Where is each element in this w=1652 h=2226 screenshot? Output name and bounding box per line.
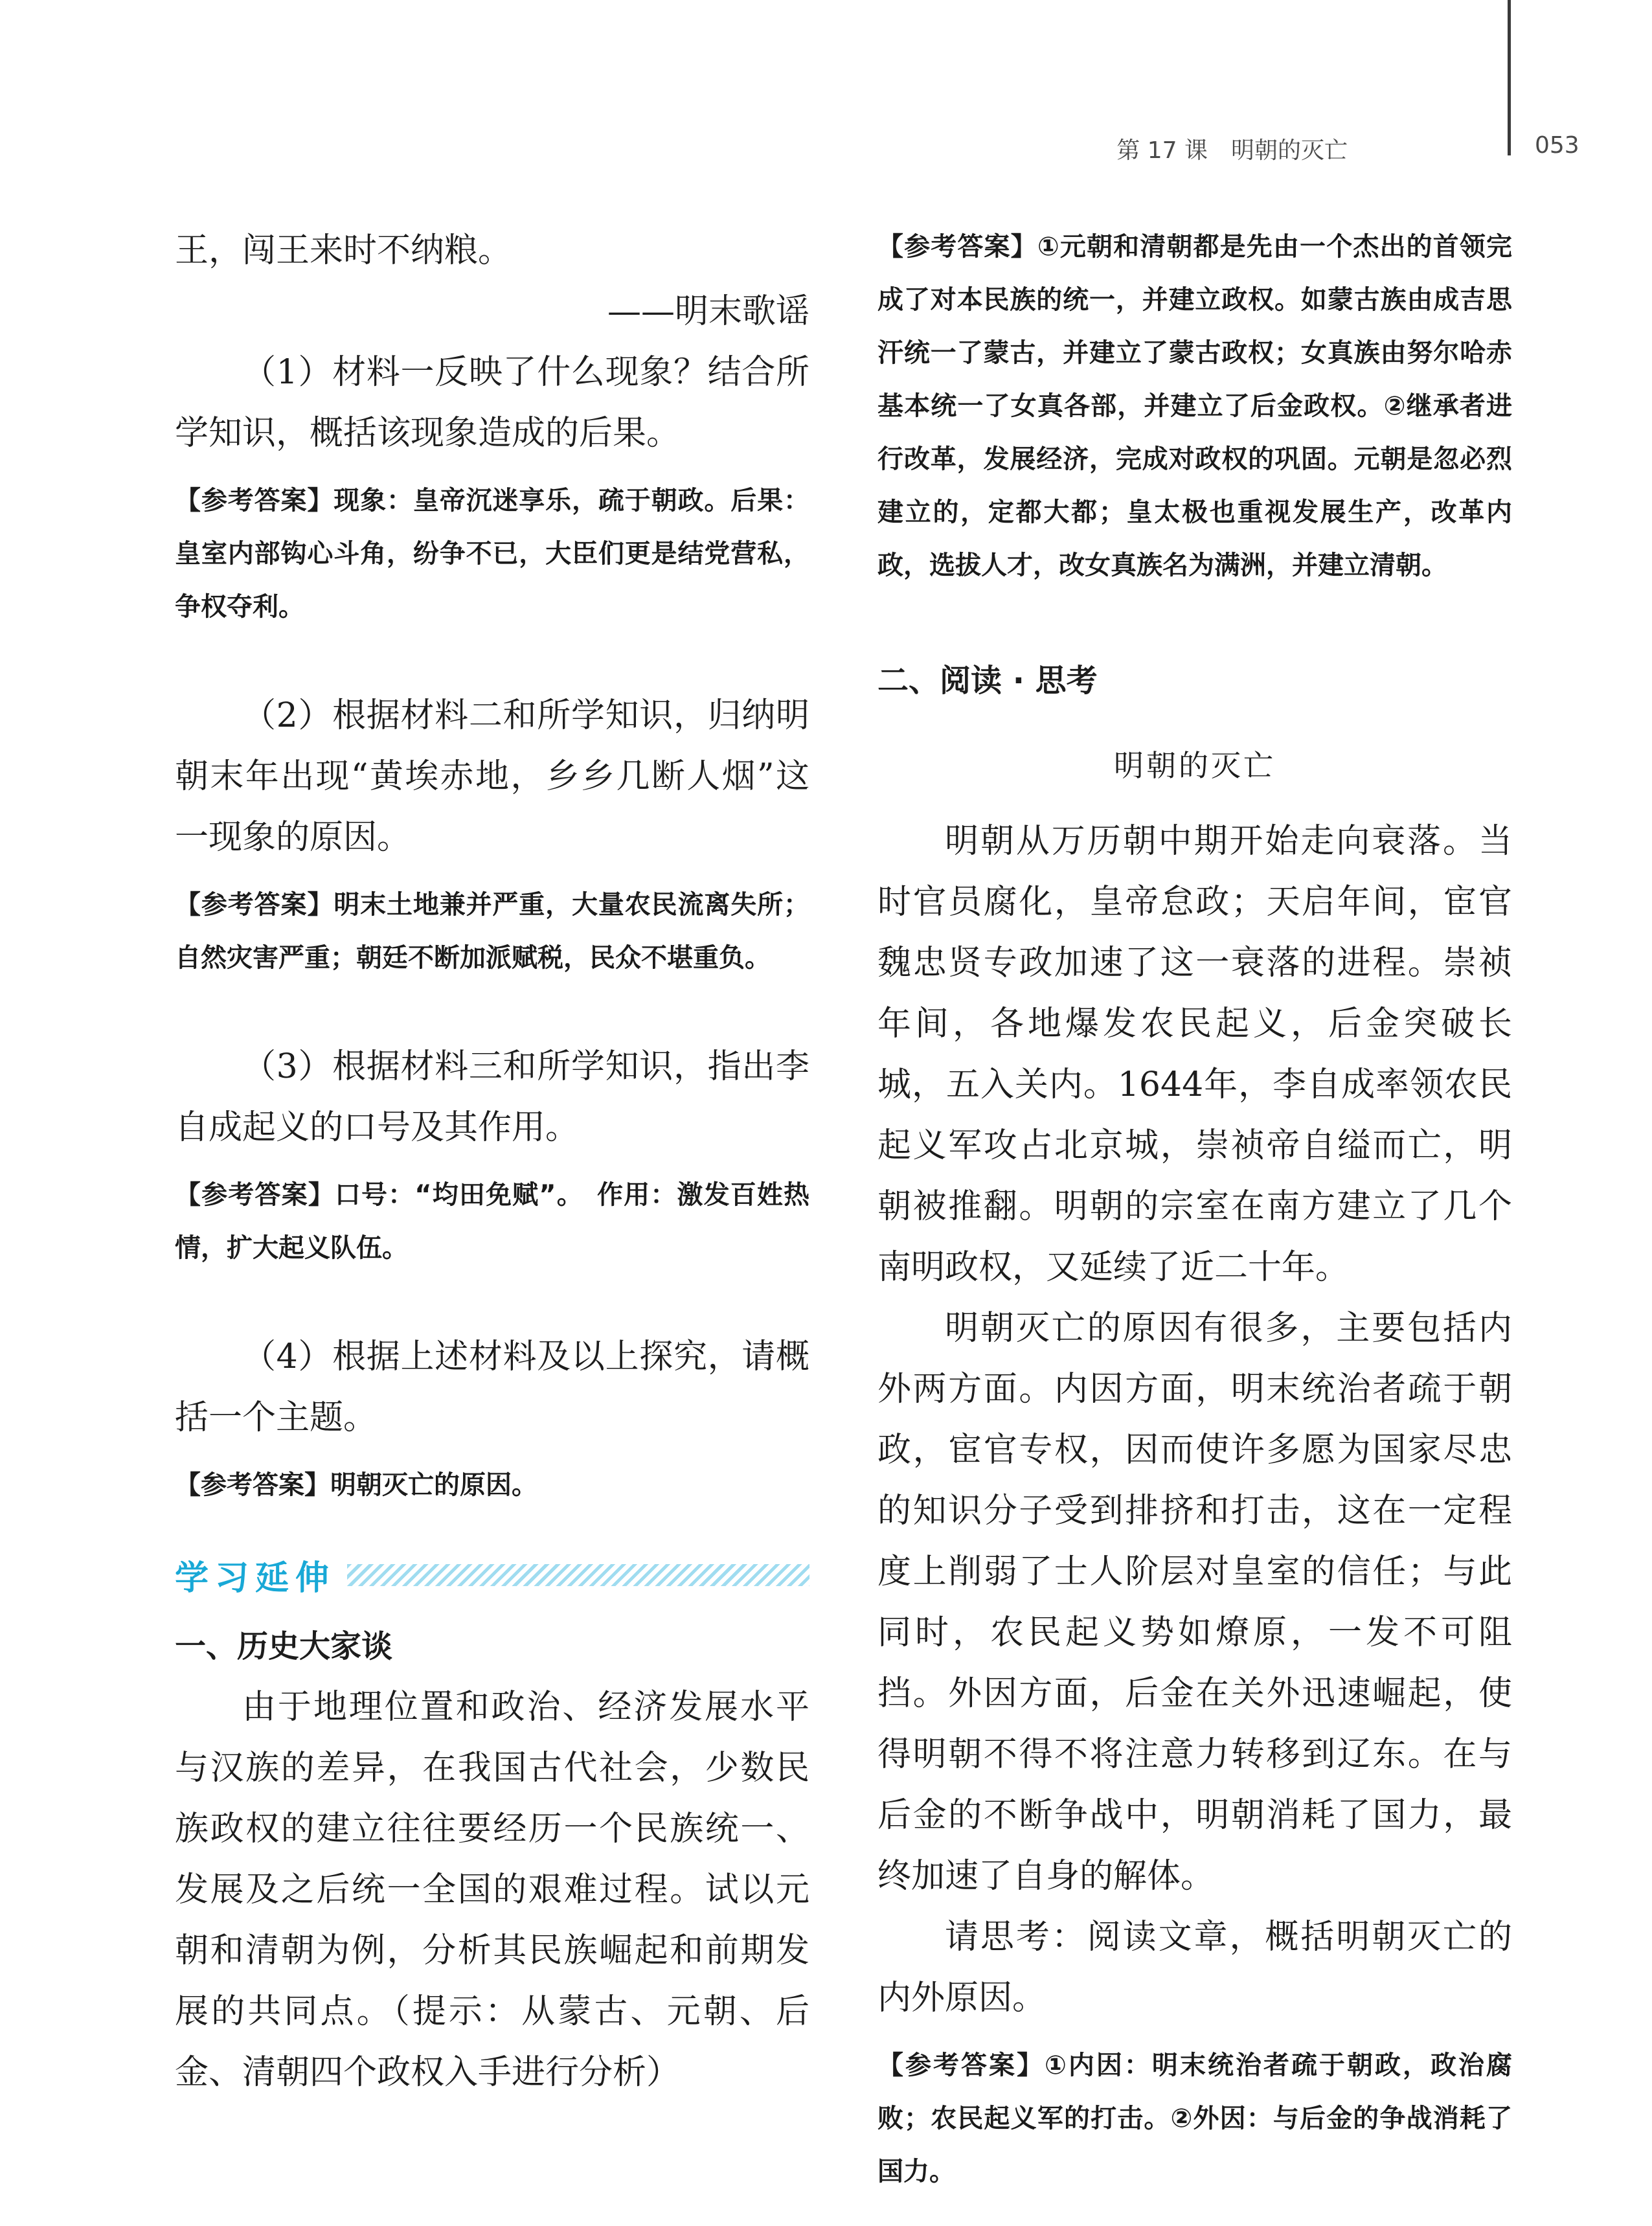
section-heading <box>175 1550 809 1599</box>
answer-text: ①元朝和清朝都是先由一个杰出的首领完成了对本民族的统一，并建立政权。如蒙古族由成吉思汗统一了蒙古，并建立了蒙古政权；女真族由努尔哈赤基本统一了女真各部，并建立了后金政权。②继承者进行改革，发展经济，完成对政权的巩固。元朝是忽必烈建立的，定都大都；皇太极也重视发展生产，改革内政，选拔人才，改女真族名为满洲，并建立清朝。 <box>877 232 1513 580</box>
answer-text: 口号：“均田免赋”。 作用：激发百姓热情，扩大起义队伍。 <box>175 1180 810 1263</box>
answer-label: 【参考答案】 <box>175 890 334 920</box>
answer-4 <box>175 1459 809 1512</box>
left-column <box>175 220 809 2103</box>
answer-label: 【参考答案】 <box>175 1470 330 1500</box>
article-paragraph-1: 明朝从万历朝中期开始走向衰落。当时官员腐化，皇帝怠政；天启年间，宦官魏忠贤专政加速了这一衰落的进程。崇祯年间，各地爆发农民起义，后金突破长城，五入关内。1644年，李自成率领农民起义军攻占北京城，崇祯帝自缢而亡，明朝被推翻。明朝的宗室在南方建立了几个南明政权，又延续了近二十年。 <box>877 822 1512 1287</box>
answer-2 <box>175 878 809 984</box>
answer-text: 明末土地兼并严重，大量农民流离失所；自然灾害严重；朝廷不断加派赋税，民众不堪重负。 <box>175 890 810 973</box>
answer-label: 【参考答案】 <box>877 232 1037 262</box>
answer-reading <box>877 2039 1512 2198</box>
answer-text: 明朝灭亡的原因。 <box>330 1470 537 1500</box>
answer-1 <box>175 474 809 633</box>
question-2: （2）根据材料二和所学知识，归纳明朝末年出现“黄埃赤地，乡乡几断人烟”这一现象的原因。 <box>175 696 809 857</box>
lesson-title: 明朝的灭亡 <box>1230 137 1348 164</box>
historians-paragraph: 由于地理位置和政治、经济发展水平与汉族的差异，在我国古代社会，少数民族政权的建立往往要经历一个民族统一、发展及之后统一全国的艰难过程。试以元朝和清朝为例，分析其民族崛起和前期发展的共同点。（提示：从蒙古、元朝、后金、清朝四个政权入手进行分析） <box>175 1688 809 2092</box>
answer-text: 现象：皇帝沉迷享乐，疏于朝政。后果：皇室内部钩心斗角，纷争不已，大臣们更是结党营私，争权夺利。 <box>175 486 810 622</box>
lesson-number: 第 17 课 <box>1116 137 1208 164</box>
question-4: （4）根据上述材料及以上探究，请概括一个主题。 <box>175 1337 809 1437</box>
question-1: （1）材料一反映了什么现象？结合所学知识，概括该现象造成的后果。 <box>175 353 809 453</box>
section-stripe-decoration <box>347 1564 809 1586</box>
reflection-question: 请思考：阅读文章，概括明朝灭亡的内外原因。 <box>877 1918 1512 2017</box>
answer-historians <box>877 220 1512 592</box>
running-head <box>1116 132 1348 165</box>
poem-continuation: 王，闯王来时不纳粮。 <box>175 231 512 270</box>
page-number: 053 <box>1535 132 1579 159</box>
sub-heading-historians: 一、历史大家谈 <box>175 1628 393 1664</box>
article-title: 明朝的灭亡 <box>1114 748 1276 783</box>
answer-text: ①内因：明末统治者疏于朝政，政治腐败；农民起义军的打击。②外因：与后金的争战消耗了国力。 <box>877 2050 1513 2186</box>
right-column <box>877 220 1512 2198</box>
poem-source: ——明末歌谣 <box>607 292 809 331</box>
section-title: 学习延伸 <box>175 1559 336 1598</box>
article-paragraph-2: 明朝灭亡的原因有很多，主要包括内外两方面。内因方面，明末统治者疏于朝政，宦官专权，因而使许多愿为国家尽忠的知识分子受到排挤和打击，这在一定程度上削弱了士人阶层对皇室的信任；与此同时，农民起义势如燎原，一发不可阻挡。外因方面，后金在关外迅速崛起，使得明朝不得不将注意力转移到辽东。在与后金的不断争战中，明朝消耗了国力，最终加速了自身的解体。 <box>877 1309 1512 1896</box>
sub-heading-reading: 二、阅读 · 思考 <box>877 663 1098 699</box>
question-3: （3）根据材料三和所学知识，指出李自成起义的口号及其作用。 <box>175 1047 809 1147</box>
answer-label: 【参考答案】 <box>877 2050 1045 2080</box>
answer-label: 【参考答案】 <box>175 486 334 516</box>
header-divider <box>1508 0 1511 155</box>
answer-3 <box>175 1168 809 1275</box>
answer-label: 【参考答案】 <box>175 1180 335 1210</box>
